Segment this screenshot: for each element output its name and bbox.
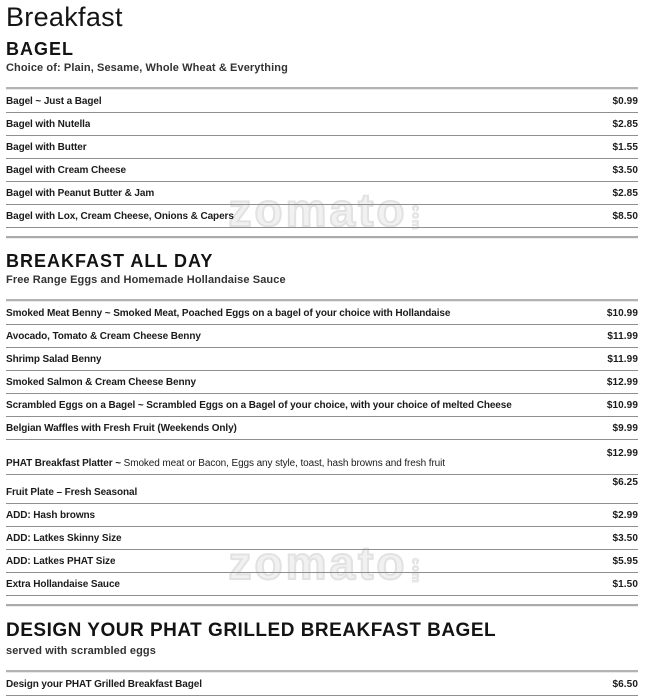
section-heading: BREAKFAST ALL DAY bbox=[6, 251, 214, 271]
menu-section bbox=[6, 39, 638, 239]
menu-section bbox=[6, 251, 638, 607]
zomato-watermark-suffix: com bbox=[409, 205, 422, 231]
item-price: $10.99 bbox=[606, 308, 638, 319]
item-name: Bagel ~ Just a Bagel bbox=[6, 96, 102, 107]
menu-item-row bbox=[6, 348, 638, 371]
menu-item-row bbox=[6, 394, 638, 417]
item-price: $2.85 bbox=[612, 188, 638, 199]
menu-item-row bbox=[6, 550, 638, 573]
item-price: $3.50 bbox=[612, 165, 638, 176]
menu-item-row bbox=[6, 371, 638, 394]
menu-item-row bbox=[6, 159, 638, 182]
item-name: ADD: Latkes Skinny Size bbox=[6, 533, 122, 544]
item-name: Smoked Meat Benny ~ Smoked Meat, Poached Eggs on a bagel of your choice with Hollandaise bbox=[6, 308, 451, 319]
menu-item-row bbox=[6, 527, 638, 550]
menu-item-row bbox=[6, 90, 638, 113]
item-name: Fruit Plate – Fresh Seasonal bbox=[6, 487, 138, 498]
item-name: ADD: Hash browns bbox=[6, 510, 95, 521]
menu-item-list bbox=[6, 673, 638, 696]
menu-item-list bbox=[6, 302, 638, 596]
item-name: Bagel with Cream Cheese bbox=[6, 165, 126, 176]
item-price: $2.85 bbox=[612, 119, 638, 130]
section-end-divider bbox=[6, 604, 638, 607]
item-price: $12.99 bbox=[606, 448, 638, 459]
item-name: Belgian Waffles with Fresh Fruit (Weekends Only) bbox=[6, 423, 237, 434]
menu-item-row bbox=[6, 113, 638, 136]
item-price: $0.99 bbox=[612, 96, 638, 107]
item-name: ADD: Latkes PHAT Size bbox=[6, 556, 116, 567]
item-name: Bagel with Lox, Cream Cheese, Onions & Capers bbox=[6, 211, 234, 222]
item-name: Smoked Salmon & Cream Cheese Benny bbox=[6, 377, 196, 388]
menu-item-list bbox=[6, 90, 638, 228]
page-title: Breakfast bbox=[6, 2, 123, 32]
item-price: $10.99 bbox=[606, 400, 638, 411]
section-subheading: Free Range Eggs and Homemade Hollandaise Sauce bbox=[6, 274, 286, 286]
item-price: $1.50 bbox=[612, 579, 638, 590]
menu-item-row bbox=[6, 302, 638, 325]
item-price: $9.99 bbox=[612, 423, 638, 434]
menu-item-row bbox=[6, 136, 638, 159]
item-price: $1.55 bbox=[612, 142, 638, 153]
menu-item-row bbox=[6, 440, 638, 475]
item-price: $11.99 bbox=[607, 354, 638, 365]
item-name: Design your PHAT Grilled Breakfast Bagel bbox=[6, 679, 202, 690]
menu-item-row bbox=[6, 475, 638, 504]
zomato-watermark-text: zomato bbox=[228, 537, 408, 589]
menu-section bbox=[6, 620, 638, 696]
item-name: PHAT Breakfast Platter ~ Smoked meat or Bacon, Eggs any style, toast, hash browns and fresh fruit bbox=[6, 458, 445, 469]
section-heading: BAGEL bbox=[6, 39, 74, 59]
item-price: $2.99 bbox=[612, 510, 638, 521]
item-price: $6.50 bbox=[612, 679, 638, 690]
item-price: $6.25 bbox=[612, 477, 638, 488]
menu-item-row bbox=[6, 325, 638, 348]
section-subheading: Choice of: Plain, Sesame, Whole Wheat & Everything bbox=[6, 62, 288, 74]
section-heading: DESIGN YOUR PHAT GRILLED BREAKFAST BAGEL bbox=[6, 620, 497, 641]
menu-item-row bbox=[6, 673, 638, 696]
menu-item-row bbox=[6, 417, 638, 440]
item-price: $3.50 bbox=[612, 533, 638, 544]
section-end-divider bbox=[6, 236, 638, 239]
item-price: $12.99 bbox=[606, 377, 638, 388]
menu-item-row bbox=[6, 205, 638, 228]
item-name: Bagel with Butter bbox=[6, 142, 87, 153]
item-description: Smoked meat or Bacon, Eggs any style, toast, hash browns and fresh fruit bbox=[120, 458, 445, 469]
item-price: $11.99 bbox=[607, 331, 638, 342]
item-name: Scrambled Eggs on a Bagel ~ Scrambled Eggs on a Bagel of your choice, with your choice of melted Cheese bbox=[6, 400, 512, 411]
menu-item-row bbox=[6, 504, 638, 527]
item-name: Avocado, Tomato & Cream Cheese Benny bbox=[6, 331, 201, 342]
item-price: $5.95 bbox=[612, 556, 638, 567]
zomato-watermark-suffix: com bbox=[409, 558, 422, 584]
item-price: $8.50 bbox=[612, 211, 638, 222]
zomato-watermark-text: zomato bbox=[228, 184, 408, 236]
item-name: Bagel with Nutella bbox=[6, 119, 91, 130]
item-name: Shrimp Salad Benny bbox=[6, 354, 102, 365]
item-name: Extra Hollandaise Sauce bbox=[6, 579, 120, 590]
menu-item-row bbox=[6, 182, 638, 205]
menu-sections bbox=[6, 39, 638, 696]
menu-item-row bbox=[6, 573, 638, 596]
section-subheading: served with scrambled eggs bbox=[6, 645, 156, 657]
item-name: Bagel with Peanut Butter & Jam bbox=[6, 188, 155, 199]
